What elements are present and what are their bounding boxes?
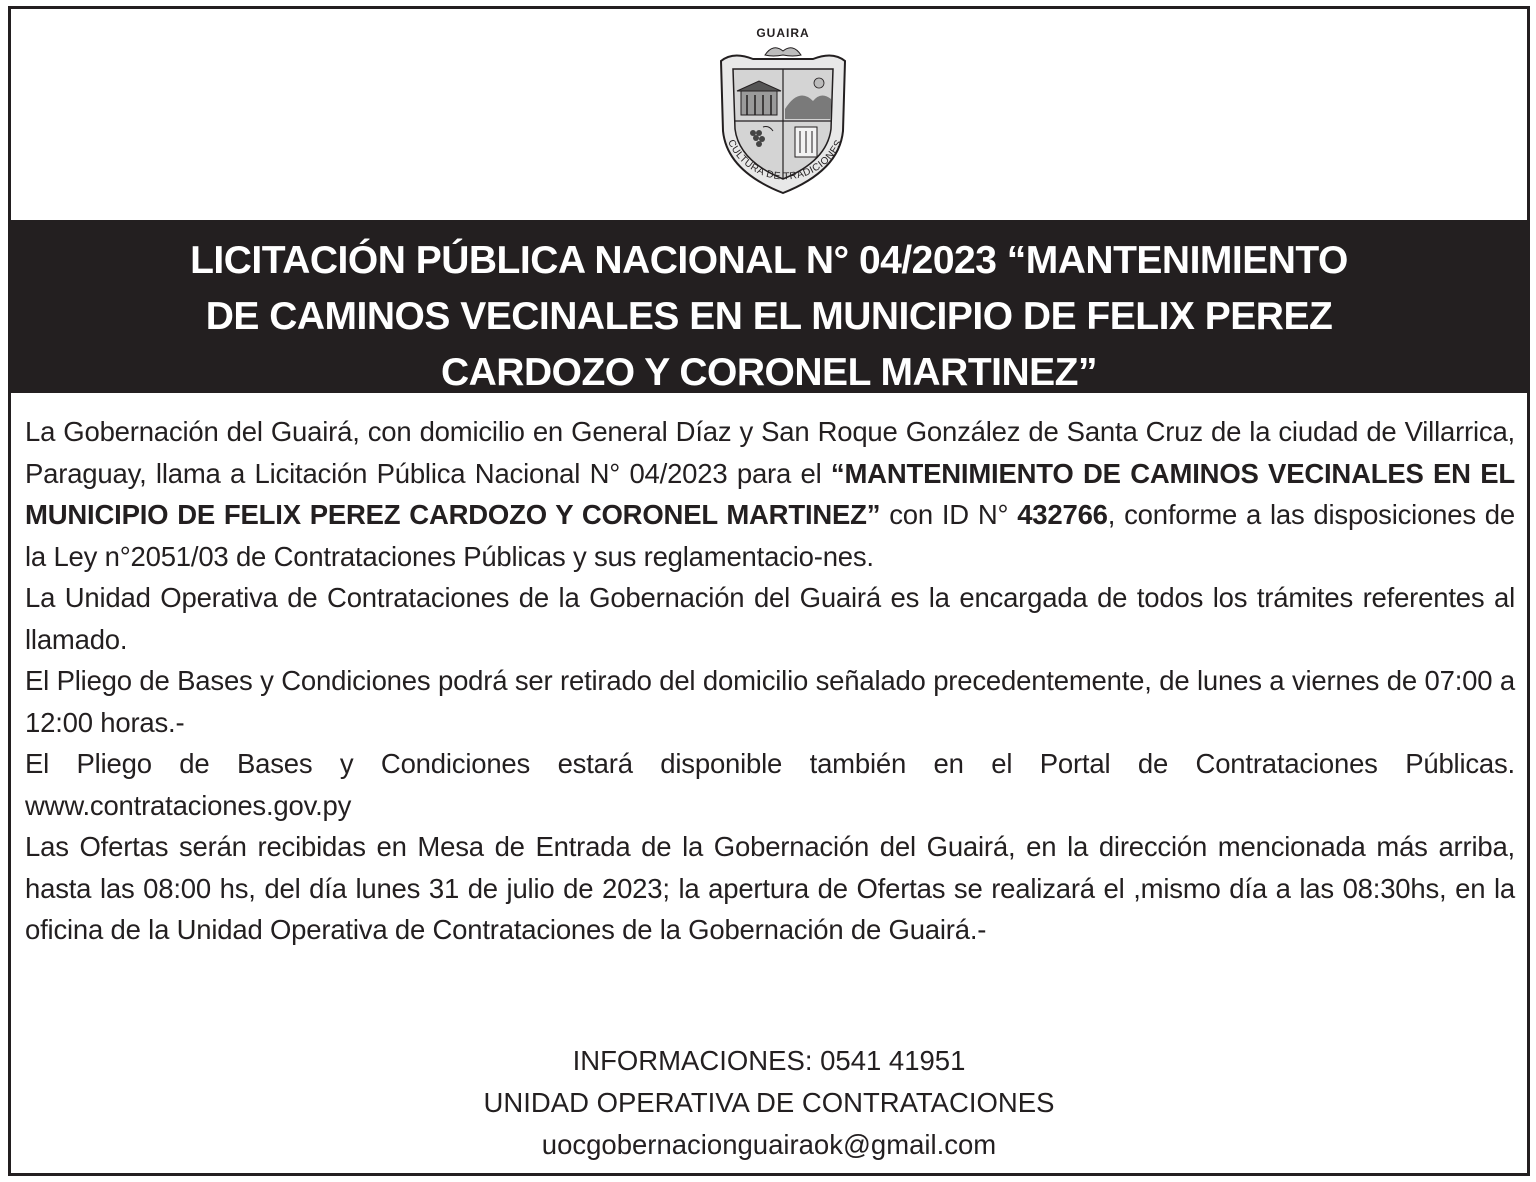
coat-of-arms-icon [703, 21, 863, 211]
title-banner [11, 220, 1527, 393]
project-name: “MANTENIMIENTO DE CAMINOS VECINALES EN EL MUNICIPIO DE FELIX PEREZ CARDOZO Y CORONEL MARTINEZ” [25, 457, 1515, 530]
contact-email[interactable]: uocgobernacionguairaok@gmail.com [541, 1129, 997, 1160]
paragraph-portal: El Pliego de Bases y Condiciones estará disponible también en el Portal de Contrataciones Públicas. www.contrataciones.gov.py [25, 748, 1515, 821]
call-intro: La Gobernación del Guairá, con domicilio en General Díaz y San Roque González de Santa Cruz de la ciudad de Villarrica, Paraguay, llama a Licitación Pública Nacional N° 04/2023 para el [25, 416, 1515, 489]
id-label: con ID N° [880, 499, 1018, 530]
paragraph-call [25, 411, 1515, 577]
title-line-2: DE CAMINOS VECINALES EN EL MUNICIPIO DE FELIX PEREZ [205, 295, 1333, 338]
id-number: 432766 [1017, 499, 1108, 530]
call-closing: , conforme a las disposiciones de la Ley n°2051/03 de Contrataciones Públicas y sus reglamentacio-nes. [25, 499, 1515, 572]
contact-block [11, 1040, 1527, 1166]
contact-phone: INFORMACIONES: 0541 41951 [572, 1045, 966, 1076]
notice-frame [8, 6, 1530, 1176]
title-line-3: CARDOZO Y CORONEL MARTINEZ” [440, 351, 1098, 394]
paragraph-pickup: El Pliego de Bases y Condiciones podrá ser retirado del domicilio señalado precedentemente, de lunes a viernes de 07:00 a 12:00 horas.- [25, 665, 1515, 738]
emblem-motto: CULTURA DE TRADICIONES [725, 138, 845, 183]
notice-body [25, 411, 1515, 951]
emblem-top-text: GUAIRA [756, 26, 810, 40]
contact-unit: UNIDAD OPERATIVA DE CONTRATACIONES [483, 1087, 1055, 1118]
paragraph-operating-unit: La Unidad Operativa de Contrataciones de la Gobernación del Guairá es la encargada de todos los trámites referentes al llamado. [25, 582, 1515, 655]
guaira-coat-of-arms [703, 21, 863, 211]
title-line-1: LICITACIÓN PÚBLICA NACIONAL N° 04/2023 “MANTENIMIENTO [190, 239, 1348, 282]
paragraph-offers: Las Ofertas serán recibidas en Mesa de Entrada de la Gobernación del Guairá, en la dirección mencionada más arriba, hasta las 08:00 hs, del día lunes 31 de julio de 2023; la apertura de Ofertas se realizará el ,mismo día a las 08:30hs, en la oficina de la Unidad Operativa de Contrataciones de la Gobernación de Guairá.- [25, 831, 1515, 945]
